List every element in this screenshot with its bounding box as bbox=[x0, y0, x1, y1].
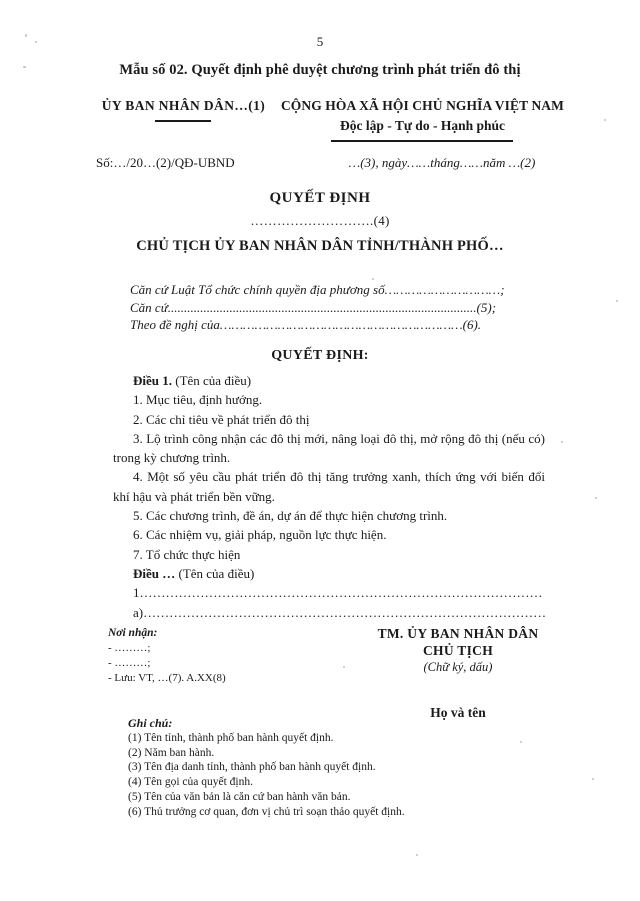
body-item: 5. Các chương trình, đề án, dự án để thực hiện chương trình. bbox=[133, 508, 448, 524]
scan-speck bbox=[595, 497, 597, 499]
scan-speck bbox=[604, 119, 606, 121]
signature-organization: TM. ỦY BAN NHÂN DÂN bbox=[377, 626, 539, 641]
issuing-organization: ỦY BAN NHÂN DÂN…(1) bbox=[101, 98, 266, 113]
form-title: Mẫu số 02. Quyết định phê duyệt chương trình phát triển đô thị bbox=[119, 62, 521, 78]
note-line: (4) Tên gọi của quyết định. bbox=[128, 776, 253, 789]
article-n-label: Điều … bbox=[133, 565, 176, 581]
signature-block bbox=[352, 626, 564, 721]
note-line: (1) Tên tỉnh, thành phố ban hành quyết định. bbox=[128, 731, 334, 744]
scan-speck bbox=[616, 300, 618, 302]
body-item: 3. Lộ trình công nhận các đô thị mới, nâng loại đô thị, mở rộng đô thị (nếu có) trong kỳ chương trình. bbox=[113, 430, 545, 466]
legal-bases bbox=[130, 281, 550, 334]
signature-role: CHỦ TỊCH bbox=[422, 643, 494, 658]
signature-name-placeholder: Họ và tên bbox=[430, 705, 486, 720]
scan-speck bbox=[343, 666, 345, 668]
decision-title: QUYẾT ĐỊNH bbox=[269, 190, 371, 206]
body-item: 7. Tổ chức thực hiện bbox=[133, 546, 241, 562]
note-line: (2) Năm ban hành. bbox=[128, 746, 215, 759]
recipient-line: - Lưu: VT, …(7). A.XX(8) bbox=[108, 672, 226, 684]
blank-fill-line-1: 1………………………………………………………………………………… bbox=[133, 585, 543, 601]
recipients-title: Nơi nhận: bbox=[108, 627, 158, 639]
decides-keyword: QUYẾT ĐỊNH: bbox=[271, 348, 369, 363]
article-1-name: (Tên của điều) bbox=[175, 373, 252, 388]
body-item: 4. Một số yêu cầu phát triển đô thị tăng trưởng xanh, thích ứng với biến đổi khí hậu và phát triển bền vững. bbox=[113, 469, 545, 504]
recipient-line: - ………; bbox=[108, 642, 151, 654]
article-1-heading bbox=[113, 371, 545, 390]
notes-block bbox=[128, 716, 538, 820]
legal-basis-line: Theo đề nghị của………………………………………………………(6). bbox=[130, 317, 482, 332]
motto-underline-rule bbox=[331, 140, 513, 142]
blank-fill-line-2: a)………………………………………………………………………………… bbox=[133, 604, 547, 620]
article-n-heading bbox=[113, 564, 545, 583]
body-item: 6. Các nhiệm vụ, giải pháp, nguồn lực thực hiện. bbox=[133, 527, 387, 543]
scan-speck bbox=[372, 278, 374, 280]
note-line: (6) Thủ trưởng cơ quan, đơn vị chủ trì soạn thảo quyết định. bbox=[128, 805, 405, 818]
scan-speck bbox=[561, 441, 563, 443]
notes-title: Ghi chú: bbox=[128, 716, 173, 730]
document-date: …(3), ngày……tháng……năm …(2) bbox=[348, 155, 536, 170]
document-number: Số:…/20…(2)/QĐ-UBND bbox=[96, 155, 235, 170]
organization-underline-rule bbox=[155, 120, 211, 122]
legal-basis-line: Căn cứ...............................................................................................(5); bbox=[130, 299, 497, 315]
body-item: 2. Các chỉ tiêu về phát triển đô thị bbox=[133, 411, 310, 427]
article-1-label: Điều 1. bbox=[133, 373, 172, 388]
page-number: 5 bbox=[316, 34, 324, 49]
recipient-line: - ………; bbox=[108, 657, 151, 669]
national-title: CỘNG HÒA XÃ HỘI CHỦ NGHĨA VIỆT NAM bbox=[280, 98, 564, 113]
letterhead-left bbox=[86, 98, 281, 122]
legal-basis-line: Căn cứ Luật Tổ chức chính quyền địa phương số…………………………; bbox=[130, 282, 505, 297]
letterhead-right bbox=[281, 98, 564, 142]
letterhead bbox=[86, 98, 564, 142]
scan-speck bbox=[592, 778, 594, 780]
decision-authority: CHỦ TỊCH ỦY BAN NHÂN DÂN TỈNH/THÀNH PHỐ… bbox=[136, 238, 504, 254]
national-motto: Độc lập - Tự do - Hạnh phúc bbox=[339, 118, 505, 133]
document-body bbox=[113, 371, 545, 622]
signature-stamp-note: (Chữ ký, dấu) bbox=[423, 660, 493, 674]
article-n-name: (Tên của điều) bbox=[178, 565, 255, 581]
note-line: (3) Tên địa danh tỉnh, thành phố ban hành quyết định. bbox=[128, 761, 376, 774]
decision-subtitle: ……………………….(4) bbox=[250, 213, 390, 228]
note-line: (5) Tên của văn bản là căn cứ ban hành văn bản. bbox=[128, 790, 351, 803]
scan-speck bbox=[416, 854, 418, 856]
body-item: 1. Mục tiêu, định hướng. bbox=[133, 392, 263, 408]
recipients-block bbox=[108, 626, 338, 686]
